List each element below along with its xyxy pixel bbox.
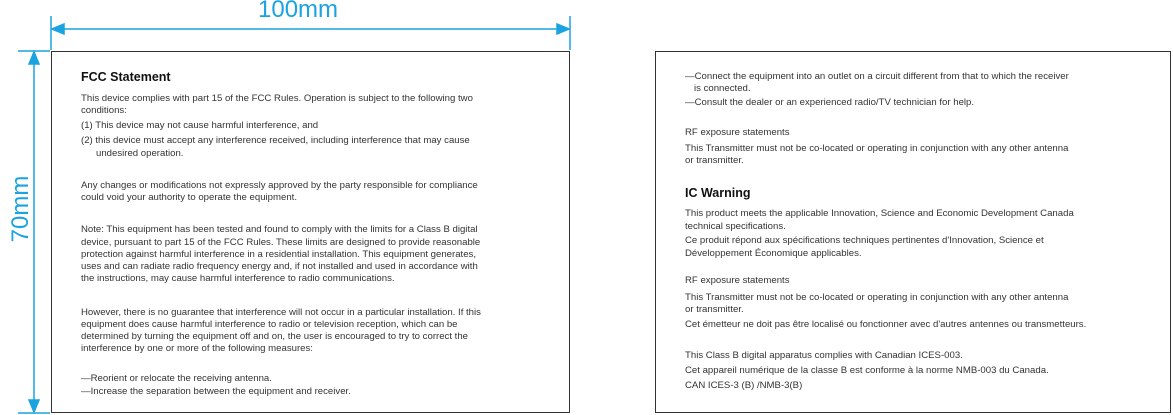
text-line: CAN ICES-3 (B) /NMB-3(B) <box>685 380 803 391</box>
text-line: determined by turning the equipment off and on, the user is encouraged to try to correct the <box>81 331 469 342</box>
text-line: —Increase the separation between the equipment and receiver. <box>81 386 351 397</box>
text-line: RF exposure statements <box>685 275 790 286</box>
text-line: device, pursuant to part 15 of the FCC Rules. These limits are designed to provide reasonable <box>81 237 481 248</box>
ic-warning-panel <box>655 51 1171 413</box>
text-line: technical specifications. <box>685 221 786 232</box>
text-line: or transmitter. <box>685 304 744 315</box>
text-line: undesired operation. <box>96 148 184 159</box>
text-line: This device complies with part 15 of the FCC Rules. Operation is subject to the following two <box>81 93 473 104</box>
text-line: interference by one or more of the following measures: <box>81 343 313 354</box>
width-dimension-label: 100mm <box>258 0 339 23</box>
text-line: equipment does cause harmful interference to radio or television reception, which can be <box>81 319 458 330</box>
text-line: This product meets the applicable Innovation, Science and Economic Development Canada <box>685 208 1074 219</box>
text-line: Ce produit répond aux spécifications techniques pertinentes d'Innovation, Science et <box>685 235 1044 246</box>
text-line: However, there is no guarantee that interference will not occur in a particular installation. If this <box>81 307 481 318</box>
text-line: could void your authority to operate the equipment. <box>81 192 297 203</box>
fcc-statement-panel <box>51 51 570 413</box>
text-line: protection against harmful interference in a residential installation. This equipment generates, <box>81 249 476 260</box>
text-line: (2) this device must accept any interference received, including interference that may cause <box>81 135 470 146</box>
height-dimension-label: 70mm <box>7 175 34 243</box>
text-line: —Reorient or relocate the receiving antenna. <box>81 373 272 384</box>
text-line: RF exposure statements <box>685 127 790 138</box>
text-line: Cet appareil numérique de la classe B est conforme à la norme NMB-003 du Canada. <box>685 365 1049 376</box>
text-line: This Transmitter must not be co-located or operating in conjunction with any other antenna <box>685 292 1069 303</box>
text-line: This Class B digital apparatus complies with Canadian ICES-003. <box>685 350 963 361</box>
text-line: —Connect the equipment into an outlet on a circuit different from that to which the receiver <box>685 71 1069 82</box>
text-line: Any changes or modifications not expressly approved by the party responsible for compliance <box>81 180 478 191</box>
text-line: is connected. <box>694 83 751 94</box>
text-line: or transmitter. <box>685 155 744 166</box>
fcc-title: FCC Statement <box>81 70 171 84</box>
text-line: conditions: <box>81 105 127 116</box>
text-line: Développement Économique applicables. <box>685 248 862 259</box>
text-line: the instructions, may cause harmful interference to radio communications. <box>81 273 395 284</box>
text-line: —Consult the dealer or an experienced radio/TV technician for help. <box>685 97 975 108</box>
text-line: Note: This equipment has been tested and found to comply with the limits for a Class B digital <box>81 224 478 235</box>
text-line: (1) This device may not cause harmful interference, and <box>81 120 319 131</box>
ic-warning-title: IC Warning <box>685 186 751 200</box>
text-line: uses and can radiate radio frequency energy and, if not installed and used in accordance with <box>81 261 478 272</box>
text-line: This Transmitter must not be co-located or operating in conjunction with any other antenna <box>685 143 1069 154</box>
text-line: Cet émetteur ne doit pas être localisé ou fonctionner avec d'autres antennes ou transmetteurs. <box>685 319 1087 330</box>
